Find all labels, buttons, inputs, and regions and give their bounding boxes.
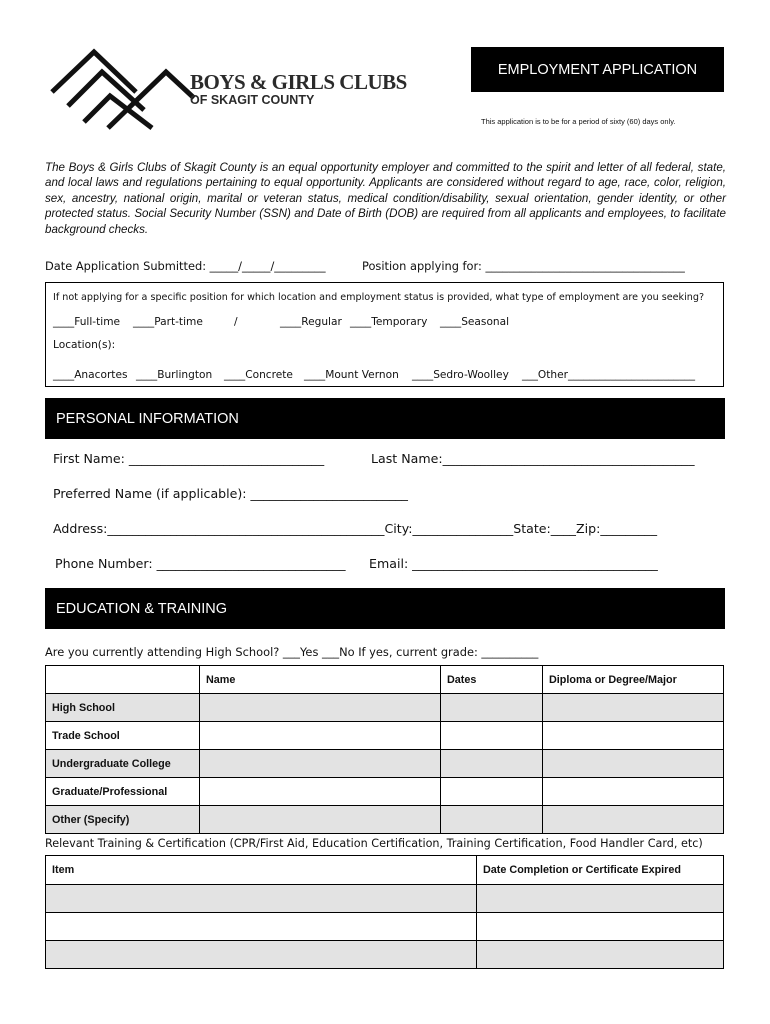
dates-cell[interactable] [441,750,543,778]
part-time-option[interactable]: ____Part-time [133,316,203,328]
first-name-field[interactable]: First Name: _______________________________ [53,451,325,466]
table-row [46,694,724,722]
row-label: Graduate/Professional [46,778,200,806]
full-time-option[interactable]: ____Full-time [53,316,121,328]
location-sedro-woolley[interactable]: ____Sedro-Woolley [412,369,509,381]
name-cell[interactable] [200,694,441,722]
form-title: EMPLOYMENT APPLICATION [471,47,724,92]
option-separator: / [234,316,238,328]
table-header-diploma: Diploma or Degree/Major [543,666,724,694]
dates-cell[interactable] [441,694,543,722]
location-burlington[interactable]: ____Burlington [136,369,213,381]
seasonal-option[interactable]: ____Seasonal [440,316,510,328]
last-name-field[interactable]: Last Name:________________________________________ [371,451,695,466]
item-cell[interactable] [46,885,477,913]
org-name-line2: OF SKAGIT COUNTY [190,93,315,107]
location-other[interactable]: ___Other________________________ [522,369,696,381]
diploma-cell[interactable] [543,750,724,778]
row-label: Other (Specify) [46,806,200,834]
name-cell[interactable] [200,750,441,778]
date-cell[interactable] [477,913,724,941]
training-label: Relevant Training & Certification (CPR/First Aid, Education Certification, Training Certification, Food Handler Card, etc) [45,837,703,850]
intro-paragraph: The Boys & Girls Clubs of Skagit County is an equal opportunity employer and committed to the spirit and letter of all federal, state, and local laws and regulations pertaining to equal opportunity. Applicants are considered without regard to age, race, color, religion, sex, ancestry, national origin, marital or veteran status, medical condition/disability, sexual orientation, gender identity, or other protected status. Social Security Number (SSN) and Date of Birth (DOB) are required from all applicants and employees, to facilitate background checks. [45,161,726,236]
row-label: High School [46,694,200,722]
date-submitted-field[interactable]: Date Application Submitted: _____/_____/_________ [45,259,326,273]
table-row [46,750,724,778]
locations-label: Location(s): [53,339,116,351]
name-cell[interactable] [200,722,441,750]
education-heading: EDUCATION & TRAINING [45,588,725,629]
table-row [46,778,724,806]
education-table [45,665,724,834]
diploma-cell[interactable] [543,722,724,750]
location-mount-vernon[interactable]: ____Mount Vernon [304,369,399,381]
date-cell[interactable] [477,941,724,969]
diploma-cell[interactable] [543,694,724,722]
table-row [46,913,724,941]
table-row [46,722,724,750]
personal-info-heading: PERSONAL INFORMATION [45,398,725,439]
item-cell[interactable] [46,941,477,969]
diploma-cell[interactable] [543,806,724,834]
dates-cell[interactable] [441,806,543,834]
preferred-name-field[interactable]: Preferred Name (if applicable): _________________________ [53,486,408,501]
row-label: Undergraduate College [46,750,200,778]
employment-question: If not applying for a specific position for which location and employment status is provided, what type of employment are you seeking? [53,292,705,303]
period-note: This application is to be for a period of sixty (60) days only. [481,117,676,126]
email-field[interactable]: Email: _______________________________________ [369,556,658,571]
phone-field[interactable]: Phone Number: ______________________________ [55,556,346,571]
name-cell[interactable] [200,778,441,806]
club-logo [48,48,198,132]
location-concrete[interactable]: ____Concrete [224,369,293,381]
name-cell[interactable] [200,806,441,834]
training-header-date: Date Completion or Certificate Expired [477,856,724,885]
training-header-item: Item [46,856,477,885]
position-field[interactable]: Position applying for: ___________________________________ [362,259,685,273]
location-anacortes[interactable]: ____Anacortes [53,369,128,381]
dates-cell[interactable] [441,778,543,806]
row-label: Trade School [46,722,200,750]
table-row [46,885,724,913]
table-header-blank [46,666,200,694]
training-table [45,855,724,969]
diploma-cell[interactable] [543,778,724,806]
table-row [46,941,724,969]
table-header-name: Name [200,666,441,694]
address-field[interactable]: Address:____________________________________________City:________________State:____Zip:_________ [53,521,658,536]
org-name-line1: BOYS & GIRLS CLUBS [190,70,407,94]
table-row [46,806,724,834]
item-cell[interactable] [46,913,477,941]
dates-cell[interactable] [441,722,543,750]
date-cell[interactable] [477,885,724,913]
high-school-question[interactable]: Are you currently attending High School? ___Yes ___No If yes, current grade: __________ [45,645,539,659]
regular-option[interactable]: ____Regular [280,316,342,328]
table-header-dates: Dates [441,666,543,694]
temporary-option[interactable]: ____Temporary [350,316,428,328]
